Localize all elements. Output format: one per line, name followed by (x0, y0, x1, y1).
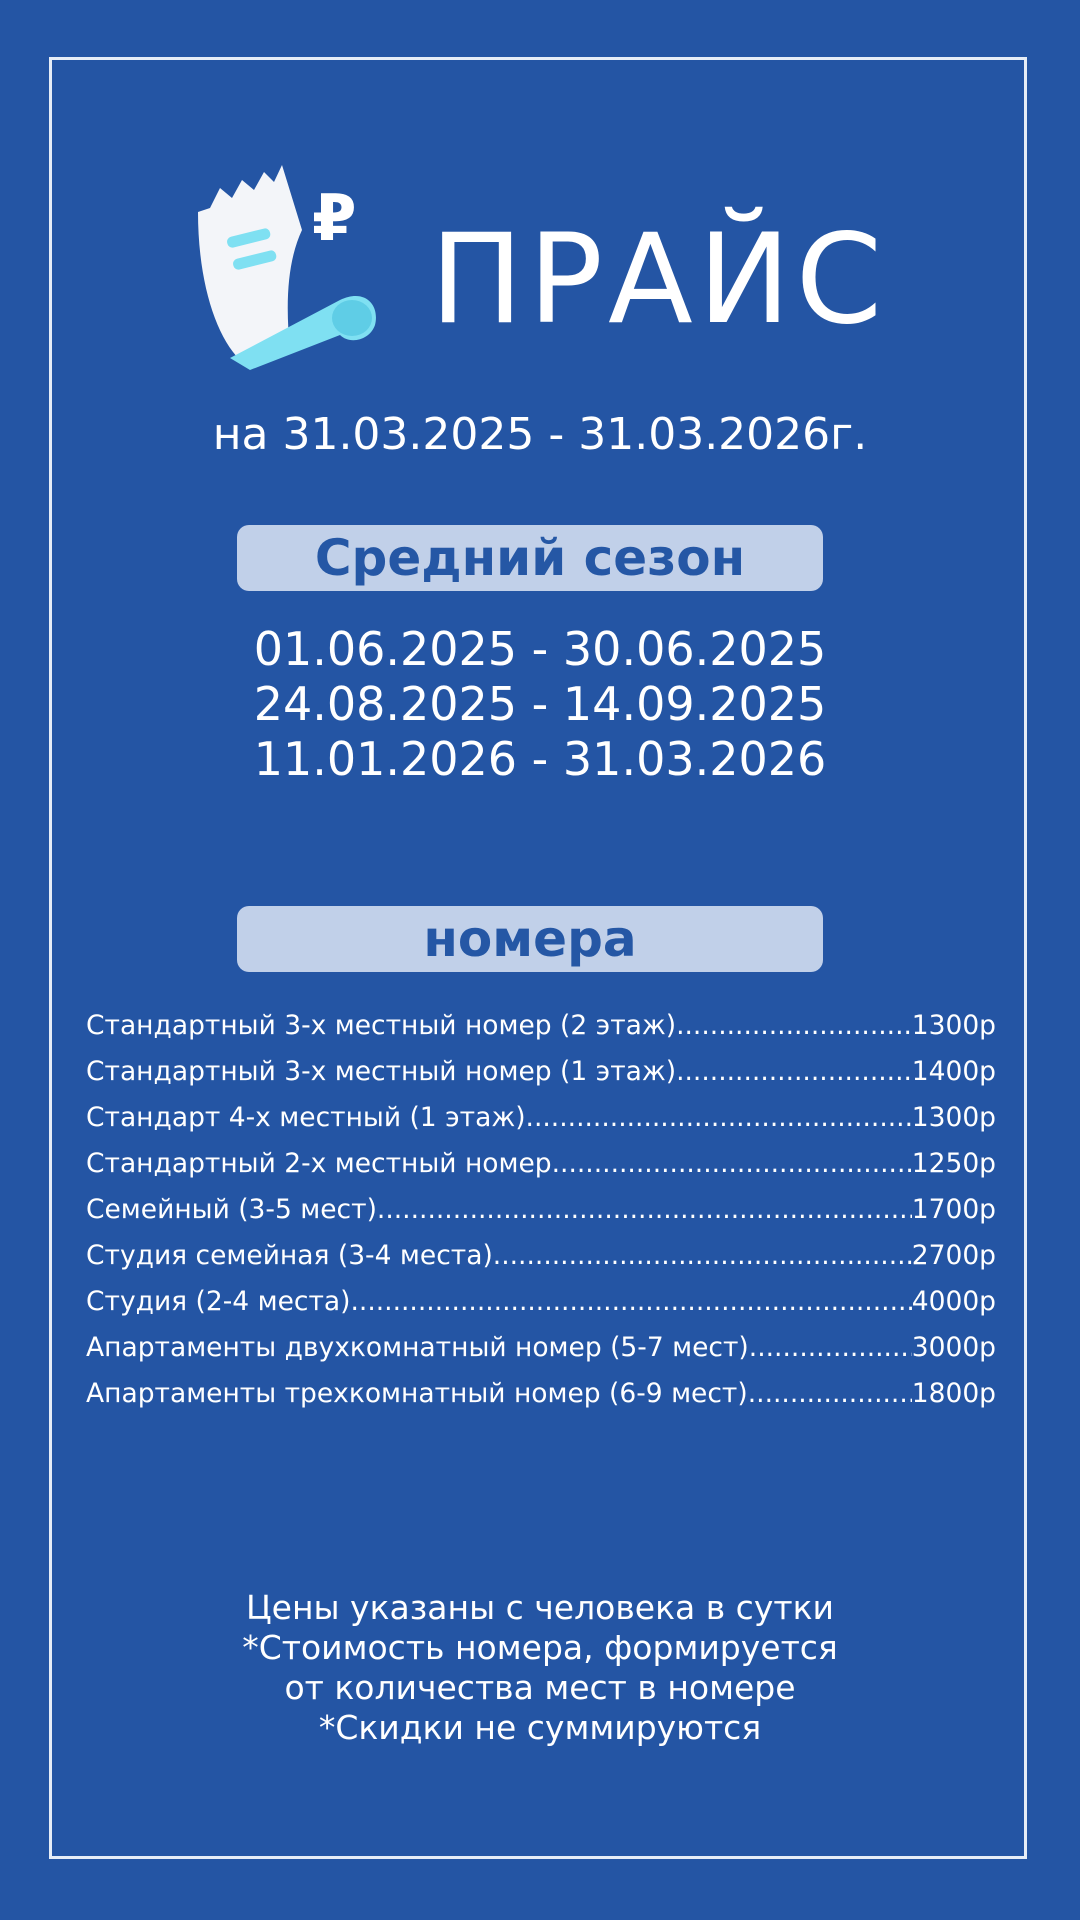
room-name: Стандарт 4-х местный (1 этаж) (86, 1102, 526, 1133)
price-row (86, 1279, 996, 1325)
room-name: Апартаменты трехкомнатный номер (6-9 мест) (86, 1378, 748, 1409)
season-period: 24.08.2025 - 14.09.2025 (253, 677, 827, 731)
dot-leader (749, 1325, 912, 1371)
dot-leader (350, 1279, 911, 1325)
room-price: 4000р (911, 1286, 996, 1317)
room-name: Стандартный 3-х местный номер (2 этаж) (86, 1010, 677, 1041)
room-price: 1250р (911, 1148, 996, 1179)
note-line: Цены указаны с человека в сутки (246, 1588, 834, 1627)
price-row (86, 1095, 996, 1141)
room-price: 2700р (911, 1240, 996, 1271)
room-price: 1300р (911, 1010, 996, 1041)
ruble-glyph: ₽ (312, 182, 357, 256)
room-price: 1800р (911, 1378, 996, 1409)
note-line: *Скидки не суммируются (318, 1708, 762, 1747)
dot-leader (676, 1049, 912, 1095)
room-price: 1400р (911, 1056, 996, 1087)
page-title: ПРАЙС (430, 208, 888, 352)
room-price: 3000р (911, 1332, 996, 1363)
price-row (86, 1325, 996, 1371)
price-row (86, 1187, 996, 1233)
room-name: Студия (2-4 места) (86, 1286, 351, 1317)
room-name: Стандартный 2-х местный номер (86, 1148, 552, 1179)
dot-leader (526, 1095, 912, 1141)
dot-leader (676, 1003, 912, 1049)
note-line: *Стоимость номера, формируется (242, 1628, 838, 1667)
price-row (86, 1003, 996, 1049)
price-row (86, 1233, 996, 1279)
room-name: Семейный (3-5 мест) (86, 1194, 377, 1225)
room-price: 1700р (911, 1194, 996, 1225)
room-name: Апартаменты двухкомнатный номер (5-7 мест) (86, 1332, 749, 1363)
room-price-list (86, 1003, 996, 1417)
dot-leader (552, 1141, 912, 1187)
room-name: Студия семейная (3-4 места) (86, 1240, 493, 1271)
rooms-label: номера (237, 906, 823, 972)
dot-leader (493, 1233, 912, 1279)
price-row (86, 1049, 996, 1095)
season-period: 01.06.2025 - 30.06.2025 (253, 622, 827, 676)
note-line: от количества мест в номере (284, 1668, 796, 1707)
season-dates (0, 622, 1080, 787)
room-price: 1300р (911, 1102, 996, 1133)
price-row (86, 1141, 996, 1187)
room-name: Стандартный 3-х местный номер (1 этаж) (86, 1056, 677, 1087)
season-period: 11.01.2026 - 31.03.2026 (253, 732, 827, 786)
price-period: на 31.03.2025 - 31.03.2026г. (212, 409, 868, 460)
footer-notes (0, 1588, 1080, 1748)
receipt-ruble-icon (190, 160, 400, 370)
dot-leader (748, 1371, 912, 1417)
season-label: Средний сезон (237, 525, 823, 591)
dot-leader (377, 1187, 912, 1233)
price-row (86, 1371, 996, 1417)
